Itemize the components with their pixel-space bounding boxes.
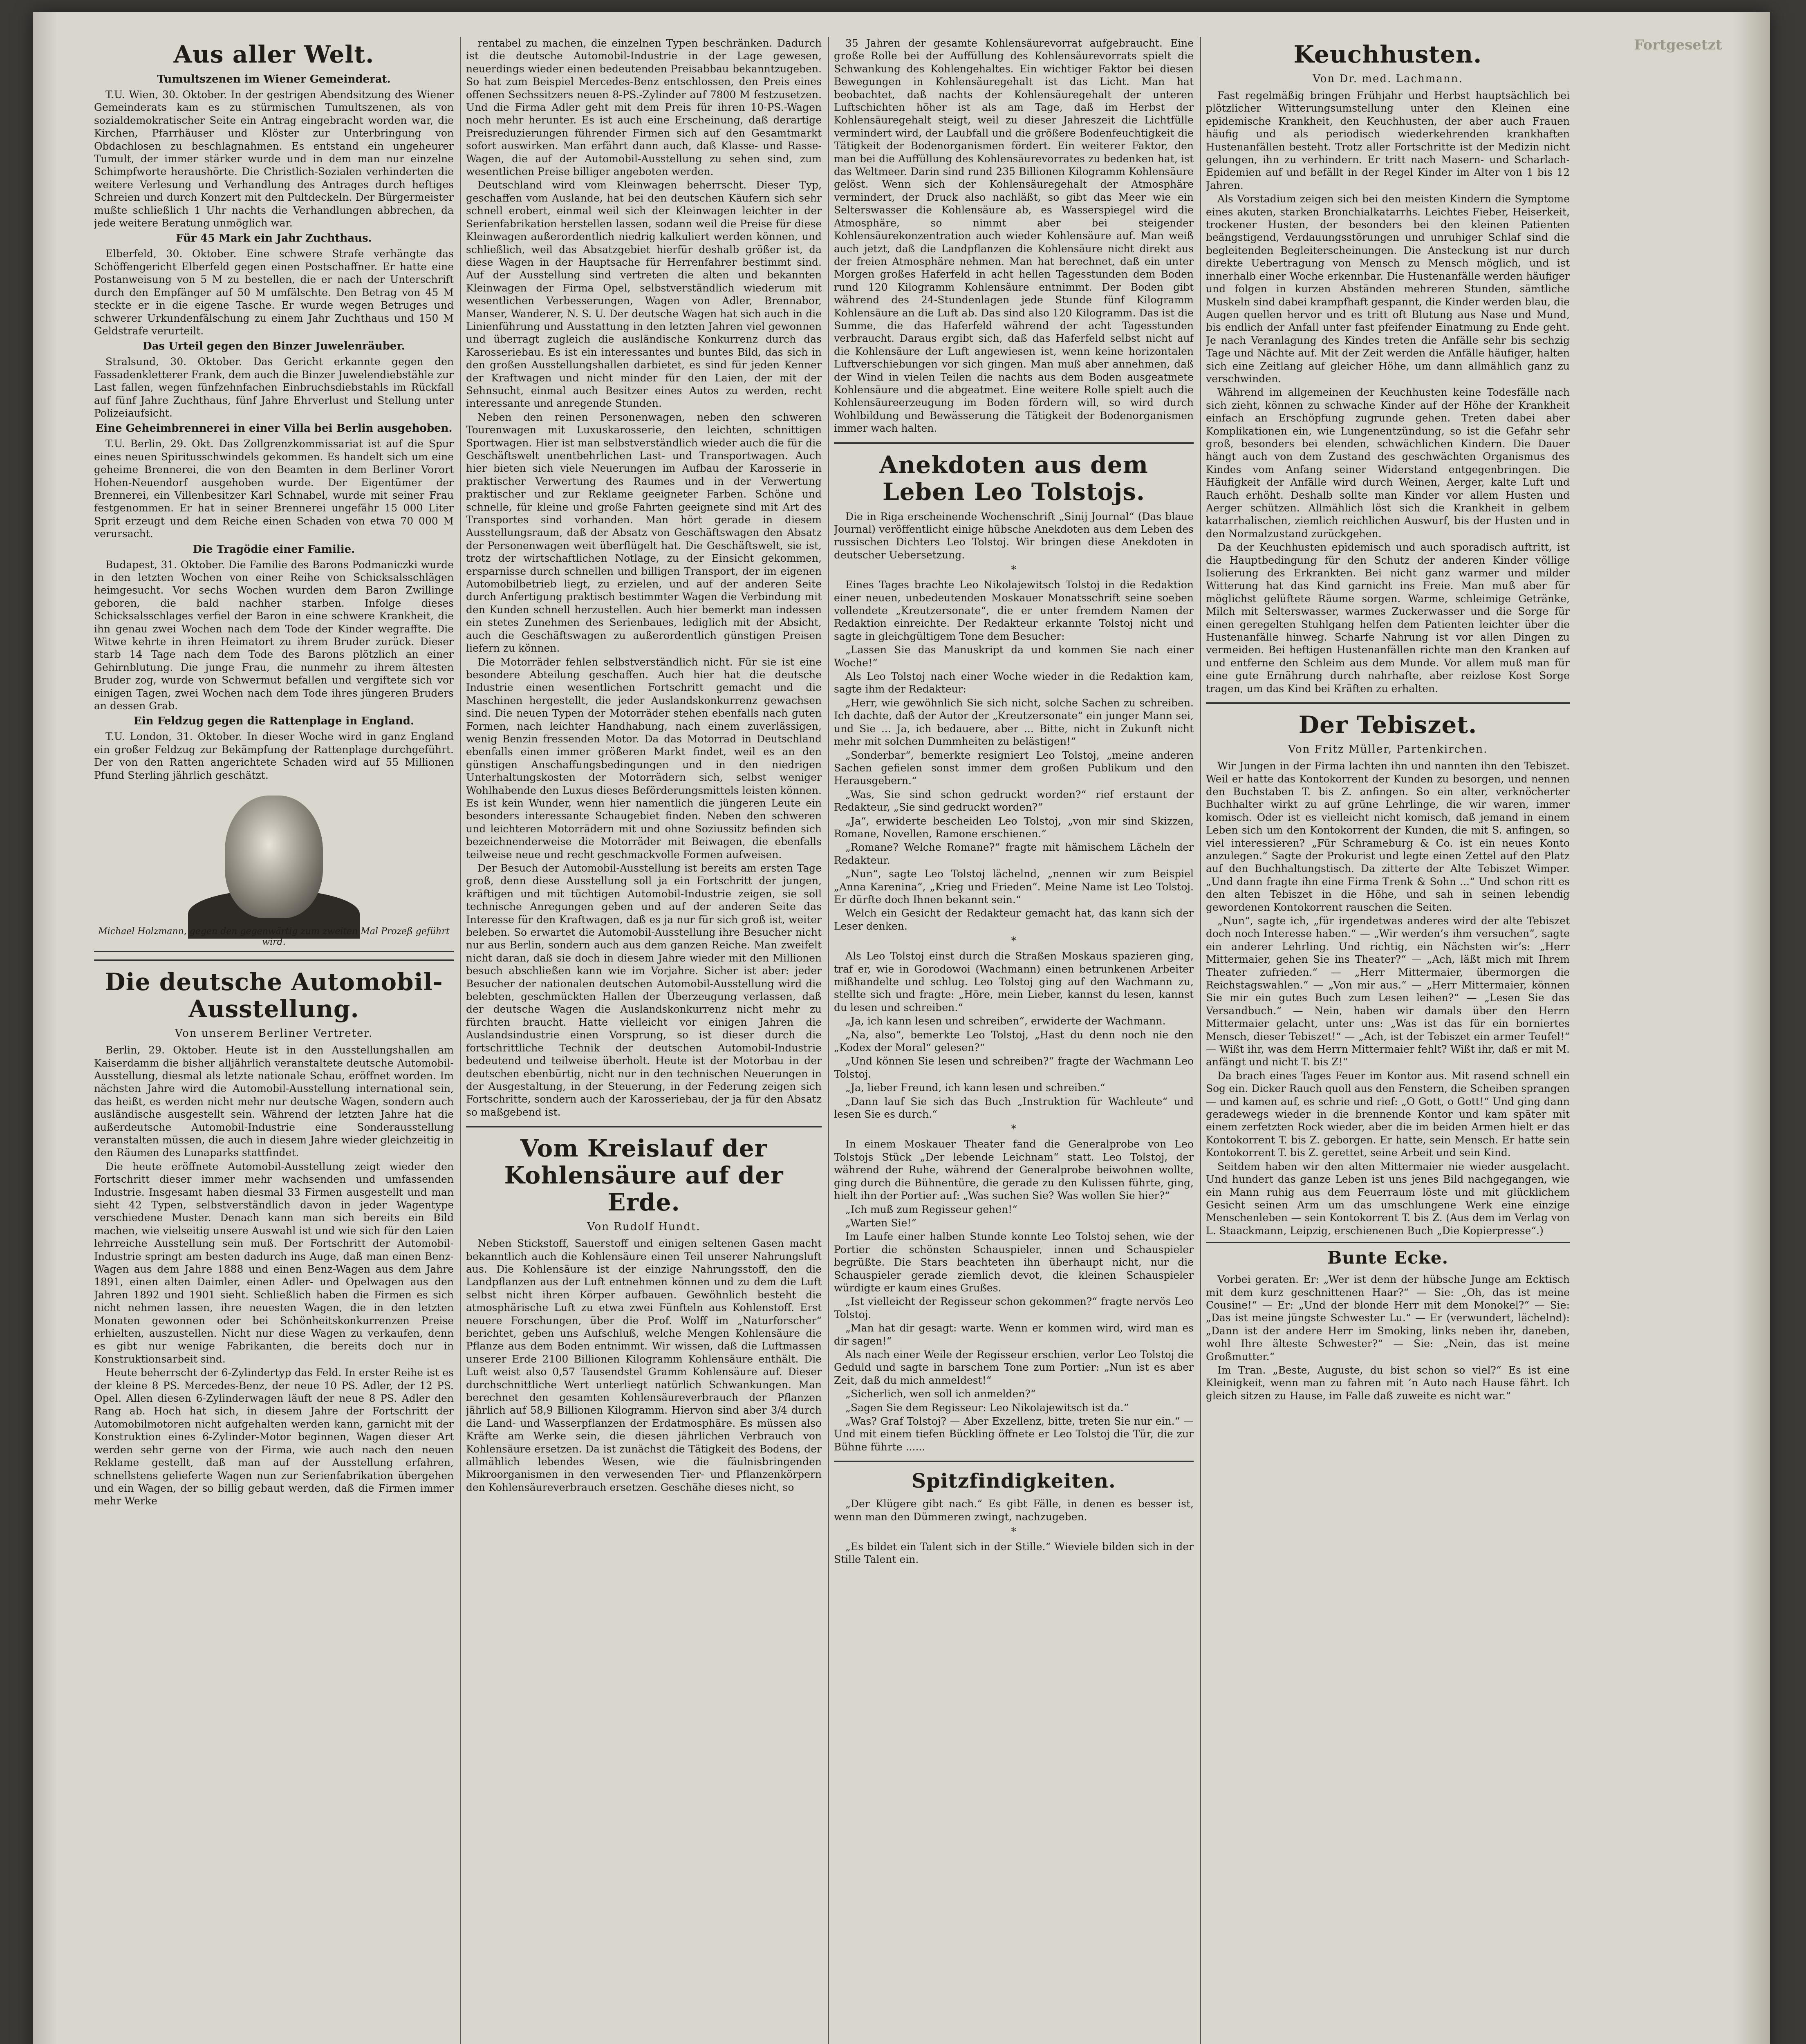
article-intro: Die in Riga erscheinende Wochenschrift „Sinij Journal“ (Das blaue Journal) veröffentlicht einige hübsche Anekdoten aus dem Leben des russischen Dichters Leo Tolstoj. Wir bringen diese Anekdoten in deutscher Uebersetzung. <box>834 510 1194 561</box>
article-text: Die heute eröffnete Automobil-Ausstellung zeigt wieder den Fortschritt dieser immer mehr wachsenden und umfassenden Industrie. Insgesamt haben diesmal 33 Firmen ausgestellt und man sieht 42 Typen, selbstverständlich davon in jeder Wagentype verschiedene Muster. Denach kann man sich bereits ein Bild machen, wie vielseitig unsere Auswahl ist und wie sich für den Laien lehrreiche Ausstellung sein muß. Der Fortschritt der Automobil-Industrie springt am besten dadurch ins Auge, daß man einen Benz-Wagen aus dem Jahre 1888 und einen Benz-Wagen aus dem Jahre 1891, einen alten Daimler, einen Adler- und Opelwagen aus den Jahren 1892 und 1901 sieht. Schließlich haben die Firmen es sich nicht nehmen lassen, ihre neuesten Wagen, die in den letzten Monaten gewonnen oder bei Schönheitskonkurrenzen Preise erhielten, auszustellen. Nicht nur diese Wagen zu verkaufen, denn es gibt nur wenige Fabrikanten, die bereits doch nur in Konstruktionsarbeit sind. <box>94 1160 454 1365</box>
article-heading-bunte-ecke: Bunte Ecke. <box>1327 1248 1449 1268</box>
article-text: Neben Stickstoff, Sauerstoff und einigen seltenen Gasen macht bekanntlich auch die Kohlensäure einen Teil unserer Nahrungsluft aus. Die Kohlensäure ist der einzige Nahrungsstoff, den die Landpflanzen aus der Luft entnehmen können und zu dem die Luft selbst nicht ihren Körper aufbauen. Gewöhnlich besteht die atmosphärische Luft zu etwa zwei Fünfteln aus Kohlenstoff. Erst neuere Forschungen, über die Prof. Wolff im „Naturforscher“ berichtet, geben uns Aufschluß, welche Mengen Kohlensäure die Pflanze aus dem Boden entnimmt. Wir wissen, daß die Luftmassen unserer Erde 2100 Billionen Kilogramm Kohlensäure enthält. Die Luft weist also 0,57 Tausendstel Gramm Kohlensäure auf. Dieser durchschnittliche Wert unterliegt natürlich Schwankungen. Man berechnet den gesamten Kohlensäureverbrauch der Pflanzen jährlich auf 58,9 Billionen Kilogramm. Hiervon sind aber 3/4 durch die Land- und Wasserpflanzen der Erdatmosphäre. Es müssen also Kräfte am Werke sein, die diesen jährlichen Verbrauch von Kohlensäure ersetzen. Da ist zunächst die Tätigkeit des Bodens, der allmählich lebendes Wesen, wie die fäulnisbringenden Mikroorganismen in den verwesenden Tier- und Pflanzenkörpern den Kohlensäureverbrauch ersetzen. Geschähe dieses nicht, so <box>466 1237 822 1493</box>
article-text: T.U. London, 31. Oktober. In dieser Woche wird in ganz England ein großer Feldzug zur Bekämpfung der Rattenplage durchgeführt. Der von den Ratten angerichtete Schaden wird auf 55 Millionen Pfund Sterling jährlich geschätzt. <box>94 731 454 781</box>
article-text: „Nun“, sagte ich, „für irgendetwas anderes wird der alte Tebiszet doch noch Interesse haben.“ — „Wir werden’s ihm versuchen“, sagte ein anderer Lehrling. Und richtig, ein Nächsten wir’s: „Herr Mittermaier, gehen Sie ins Theater?“ — „Ach, läßt mich mit Ihrem Theater zufrieden.“ — „Herr Mittermaier, übermorgen die Reichstagswahlen.“ — „Von mir aus.“ — „Herr Mittermaier, können Sie mir ein gutes Buch zum Lesen leihen?“ — „Lesen Sie das Versandbuch.“ — Nein, haben wir damals über den Herrn Mittermaier gelacht, unter uns: „Was ist das für ein borniertes Mensch, dieser Tebiszet!“ — „Ach, ist der Tebiszet ein armer Teufel!“ — Wißt ihr, was dem Herrn Mittermaier fehlt? Wißt ihr, daß er mit M. anfängt und nicht T. bis Z!“ <box>1206 914 1570 1068</box>
article-text: Da brach eines Tages Feuer im Kontor aus. Mit rasend schnell ein Sog ein. Dicker Rauch quoll aus den Fenstern, die Scheiben sprangen — und kamen auf, es schrie und rief: „O Gott, o Gott!“ Und ging dann geradewegs wieder in die brennende Kontor und kam später mit einem zerfetzten Rock wieder, aber die im beiden Armen hielt er das Kontokorrent T. bis Z. geborgen. Er hatte, sein Mensch. Er hatte sein Kontokorrent T. bis Z. gerettet, seine Arbeit und sein Kind. <box>1206 1069 1570 1159</box>
article-text: „Warten Sie!“ <box>845 1217 917 1229</box>
article-text: rentabel zu machen, die einzelnen Typen beschränken. Dadurch ist die deutsche Automobil-Industrie in der Lage gewesen, neuerdings wieder einen bedeutenden Preisabbau bekanntzugeben. So hat zum Beispiel Mercedes-Benz entschlossen, den Preis eines offenen Sechssitzers neuen 8-PS.-Zylinder auf 7800 M festzusetzen. Und die Firma Adler geht mit dem Preis für ihren 10-PS.-Wagen noch mehr herunter. Es ist auch eine Erscheinung, daß derartige Preisreduzierungen führender Firmen sich auf den Gesamtmarkt sofort auswirken. Man erfährt dann auch, daß Klasse- und Rasse-Wagen, die auf der Automobil-Ausstellung zu sehen sind, zum wesentlichen Preise billiger angeboten werden. <box>466 37 822 178</box>
separator-star: * <box>1011 935 1017 948</box>
article-text: Wir Jungen in der Firma lachten ihn und nannten ihn den Tebiszet. Weil er hatte das Kontokorrent der Kunden zu besorgen, und nennen den Buchstaben T. bis Z. anfingen. So ein alter, verknöcherter Buchhalter wirkt zu auf grüne Lehrlinge, die wir waren, immer komisch. Oder ist es vielleicht nicht komisch, daß jemand in einem Leben sich um den Kontokorrent der Kunden, die mit S. anfingen, so viel interessieren? „Für Schrameburg & Co. ist ein neues Konto anzulegen.“ Sagte der Prokurist und legte einen Zettel auf den Platz auf den Buchhaltungstisch. Da zitterte der Alte Tebiszet Wimper. „Und dann fragte ihn eine Firma Trenk & Sohn ...“ Und schon ritt es den alten Tebiszet in die Höhe, und sah in seinen lebendig gewordenen Kontokorrent rauschen die Seiten. <box>1206 760 1570 913</box>
article-text: „Na, also“, bemerkte Leo Tolstoj, „Hast du denn noch nie den „Kodex der Moral“ gelesen?“ <box>834 1029 1194 1054</box>
article-text: In einem Moskauer Theater fand die Generalprobe von Leo Tolstojs Stück „Der lebende Leichnam“ statt. Leo Tolstoj, der während der Ruhe, während der Generalprobe beiwohnen wollte, ging durch die Bühnentüre, die gerade zu den Kulissen führte, ging, hielt ihn der Portier auf: „Was suchen Sie? Was wollen Sie hier?“ <box>834 1138 1194 1202</box>
article-text: Da der Keuchhusten epidemisch und auch sporadisch auftritt, ist die Hauptbedingung für den Schutz der anderen Kinder völlige Isolierung des Erkrankten. Bei nicht ganz warmer und milder Witterung hat das Kind garnicht ins Freie. Man muß aber für möglichst gelüftete Räume sorgen. Warme, schleimige Getränke, Milch mit Selterswasser, warmes Zuckerwasser und die Sorge für einen geregelten Stuhlgang helfen dem Patienten leichter über die Hustenanfälle hinweg. Scharfe Nahrung ist vor allen Dingen zu vermeiden. Bei heftigen Hustenanfällen richte man den Kranken auf und entferne den Schleim aus dem Munde. Vor allem muß man für eine gute Ernährung durch nahrhafte, aber reizlose Kost Sorge tragen, um das Kind bei Kräften zu erhalten. <box>1206 541 1570 695</box>
article-text: „Sicherlich, wen soll ich anmelden?“ <box>845 1388 1036 1400</box>
article-title: Für 45 Mark ein Jahr Zuchthaus. <box>176 232 372 245</box>
article-title: Ein Feldzug gegen die Rattenplage in England. <box>133 715 415 728</box>
article-text: „Nun“, sagte Leo Tolstoj lächelnd, „nennen wir zum Beispiel „Anna Karenina“, „Krieg und Frieden“. Meine Name ist Leo Tolstoj. Er dürfte doch Ihnen bekannt sein.“ <box>834 868 1194 905</box>
article-text: Der Besuch der Automobil-Ausstellung ist bereits am ersten Tage groß, denn diese Ausstellung soll ja ein Fortschritt der jungen, kräftigen und mit tüchtigen Automobil-Industrie zeigen, sie soll technische Anregungen geben und auf der anderen Seite das Interesse für den Kraftwagen, daß es ja nur für sich groß ist, weiter beleben. So erwartet die Automobil-Ausstellung ihre Besucher nicht nur aus Berlin, sondern auch aus dem ganzen Reiche. Man zweifelt nicht daran, daß sie doch in diesem Jahre wieder mit den Millionen besuch abschließen kann wie im Vorjahre. Sicher ist aber: jeder Besucher der nationalen deutschen Automobil-Ausstellung wird die belebten, geschmückten Hallen der Überzeugung verlassen, daß der deutsche Wagen die Auslandskonkurrenz nicht mehr zu fürchten braucht. Hatte vielleicht vor einigen Jahren die Auslandsindustrie einen Vorsprung, so ist dieser durch die fortschrittliche Technik der deutschen Automobil-Industrie bedeutend und teilweise überholt. Heute ist der Motorbau in der deutschen ebenbürtig, nicht nur in den technischen Neuerungen in der Ausgestaltung, in der Steuerung, in der Federung zeigen sich Fortschritte, sondern auch der Karosseriebau, der ja für den Absatz so maßgebend ist. <box>466 862 822 1118</box>
divider <box>834 442 1194 444</box>
article-text: „Dann lauf Sie sich das Buch „Instruktion für Wachleute“ und lesen Sie es durch.“ <box>834 1095 1194 1121</box>
article-text: Die Motorräder fehlen selbstverständlich nicht. Für sie ist eine besondere Abteilung geschaffen. Auch hier hat die deutsche Industrie einen wesentlichen Fortschritt gemacht und die Maschinen hergestellt, die jeder Auslandskonkurrenz gewachsen sind. Die neuen Typen der Motorräder stehen ebenfalls nach guten Formen, nach leichter Handhabung, nach einem zuverlässigen, wenig Benzin fressenden Motor. Da das Motorrad in Deutschland ebenfalls einen immer größeren Markt findet, weil es an den günstigen Anschaffungsbedingungen und in den niedrigen Unterhaltungskosten der Motorrädern sich, selbst weniger Wohlhabende den Luxus dieses Beförderungsmittels leisten können. Es ist kein Wunder, wenn hier namentlich die jüngeren Leute ein besonders interessante Schaugebiet finden. Neben den schweren und leichteren Motorrädern mit und ohne Soziussitz befinden sich bezeichnenderweise die Motorräder mit Beiwagen, die ebenfalls teilweise neue und recht geschmackvolle Formen aufweisen. <box>466 656 822 861</box>
article-heading-tolstoj: Anekdoten aus dem Leben Leo Tolstojs. <box>879 450 1148 506</box>
article-text: Seitdem haben wir den alten Mittermaier nie wieder ausgelacht. Und hundert das ganze Leben ist uns jenes Bild nachgegangen, wie ein Mann ruhig aus dem Feuerraum löste und mit glücklichem Gesicht seinen Arm um das umschlungene Werk eine einzige Menschenleben — sein Kontokorrent T. bis Z. (Aus dem im Verlag von L. Staackmann, Leipzig, erschienenen Buch „Die Kopierpresse“.) <box>1206 1160 1570 1237</box>
article-text: „Ich muß zum Regisseur gehen!“ <box>845 1203 1017 1215</box>
article-text: Deutschland wird vom Kleinwagen beherrscht. Dieser Typ, geschaffen vom Auslande, hat bei den deutschen Käufern sich sehr schnell erobert, einmal weil sich der Kleinwagen leichter in der Serienfabrikation herstellen lassen, sodann weil die Preise für diese Kleinwagen außerordentlich niedrig kalkuliert werden können, und schließlich, weil das Absatzgebiet hierfür deshalb größer ist, da diese Wagen in der Hauptsache für Herrenfahrer bestimmt sind. Auf der Ausstellung sind vertreten die alten und bekannten Kleinwagen der Firma Opel, selbstverständlich wiederum mit wesentlichen Verbesserungen, Wagen von Adler, Brennabor, Manser, Wanderer, N. S. U. Der deutsche Wagen hat sich auch in die Linienführung und Ausstattung in den letzten Jahren viel gewonnen und überragt zugleich die ausländische Konkurrenz durch das Karosseriebau. Es ist ein interessantes und buntes Bild, das sich in den großen Ausstellungshallen darbietet, es sind für jeden Kenner der Kraftwagen und nicht minder für den Laien, der mit der Sehnsucht, einmal auch Besitzer eines Autos zu werden, recht interessante und anregende Stunden. <box>466 179 822 410</box>
article-text: Heute beherrscht der 6-Zylindertyp das Feld. In erster Reihe ist es der kleine 8 PS. Mercedes-Benz, der neue 10 PS. Adler, der 12 PS. Opel. Allen diesen 6-Zylinderwagen läuft der neue 8 PS. Adler den Rang ab. Hoch hat sich, in diesem Jahre der Fortschritt der Automobilmotoren nicht aufgehalten werden kann, garnicht mit der Konstruktion eines 6-Zylinder-Motor beginnen, Wagen dieser Art werden sehr gerne von der Firma, wie auch nach den neuen Reklame gestellt, daß man auf der Ausstellung erfahren, schnellstens gelieferte Wagen nun zur Serienfabrikation übergehen und ein Wagen, der so billig gebaut werden, daß die Firmen immer mehr Werke <box>94 1367 454 1507</box>
article-text: „Ja“, erwiderte bescheiden Leo Tolstoj, „von mir sind Skizzen, Romane, Novellen, Ramone erschienen.“ <box>834 815 1194 840</box>
article-text: „Ja, lieber Freund, ich kann lesen und schreiben.“ <box>845 1082 1105 1094</box>
column-1 <box>94 37 454 1508</box>
article-author: Von Dr. med. Lachmann. <box>1313 73 1463 85</box>
column-rule <box>828 37 829 2044</box>
article-text: Fast regelmäßig bringen Frühjahr und Herbst hauptsächlich bei plötzlicher Witterungsumstellung unter den Kleinen eine epidemische Krankheit, den Keuchhusten, der aber auch Frauen häufig und als periodisch wiederkehrenden krankhaften Hustenanfällen besteht. Trotz aller Fortschritte ist der Medizin nicht gelungen, ihn zu verhindern. Er tritt nach Masern- und Scharlach-Epidemien auf und befällt in der Regel Kinder im Alter von 1 bis 12 Jahren. <box>1206 90 1570 191</box>
article-text: Während im allgemeinen der Keuchhusten keine Todesfälle nach sich zieht, können zu schwache Kinder auf der Höhe der Krankheit einfach an Erschöpfung zugrunde gehen. Treten dabei aber Komplikationen ein, wie Lungenentzündung, so ist die Gefahr sehr groß, besonders bei elenden, schwächlichen Kindern. Die Dauer hängt auch von dem Zustand des geschwächten Organismus des Kindes vom Anfang seiner Widerstand entgegenbringen. Die Häufigkeit der Anfälle wird durch Weinen, Aerger, kalte Luft und Rauch erhöht. Deshalb sollte man Kinder vor allem Husten und Aerger schützen. Allmählich löst sich die Krankheit in gelbem katarrhalischen, ziemlich reichlichen Auswurf, bis der Husten und in den Normalzustand zurückgehen. <box>1206 386 1570 540</box>
article-text: „Sagen Sie dem Regisseur: Leo Nikolajewitsch ist da.“ <box>845 1401 1129 1414</box>
article-text: Berlin, 29. Oktober. Heute ist in den Ausstellungshallen am Kaiserdamm die bisher alljährlich veranstaltete deutsche Automobil-Ausstellung, diesmal als letzte nationale Schau, eröffnet worden. Im nächsten Jahre wird die Automobil-Ausstellung international sein, das heißt, es werden nicht mehr nur deutsche Wagen, sondern auch ausländische ausgestellt sein. Während der letzten Jahre hat die außerdeutsche Automobil-Industrie eine Sonderausstellung veranstalten müssen, die auch in diesem Jahre wieder gleichzeitig in den Räumen des Lunaparks stattfindet. <box>94 1044 454 1159</box>
column-2 <box>466 37 822 1495</box>
article-text: Neben den reinen Personenwagen, neben den schweren Tourenwagen mit Luxuskarosserie, den leichten, schnittigen Sportwagen. Hier ist man selbstverständlich wieder auch die für die Geschäftswelt unentbehrlichen Last- und Transportwagen. Auch hier bieten sich viele Neuerungen im Aufbau der Karosserie in praktischer Verwertung des Raumes und in der Verwertung praktischer und zur Reklame geeigneter Farben. Schöne und schnelle, für kleine und große Fahrten geeignete sind mit Art des Transportes sind vorhanden. Man hört gerade in diesem Ausstellungsraum, daß der Absatz von Geschäftswagen den Absatz der Personenwagen weit überflügelt hat. Die Geschäftswelt, sie ist, trotz der wirtschaftlichen Notlage, zu der Einsicht gekommen, ersparnisse durch schnellen und billigen Transport, der im eigenen Automobilbetrieb liegt, zu erzielen, und auf der anderen Seite durch Anfertigung praktisch bestimmter Wagen die Verbindung mit den Kunden schnell herzustellen. Auch hier bemerkt man indessen ein stetes Zunehmen des Serienbaues, lediglich mit der Absicht, auch die Geschäftswagen zu außerordentlich günstigen Preisen liefern zu können. <box>466 411 822 654</box>
article-text: Als Leo Tolstoj einst durch die Straßen Moskaus spazieren ging, traf er, wie in Gorodowoi (Wachmann) einen betrunkenen Arbeiter mißhandelte und schlug. Leo Tolstoj ging auf den Wachmann zu, stellte sich und fragte: „Höre, mein Lieber, kannst du lesen, kannst du lesen und schreiben.“ <box>834 950 1194 1013</box>
article-text: Budapest, 31. Oktober. Die Familie des Barons Podmaniczki wurde in den letzten Wochen von einer Reihe von Schicksalsschlägen heimgesucht. Vor sechs Wochen wurden dem Baron Zwillinge geboren, die bald nachher starben. Infolge dieses Schicksalsschlages verfiel der Baron in eine schwere Krankheit, die ihn genau zwei Wochen nach dem Tode der Kinder wegraffte. Die Witwe kehrte in ihren Heimatort zu ihrem Bruder zurück. Dieser starb 14 Tage nach dem Tode des Barons plötzlich an einer Gehirnblutung. Die junge Frau, die nunmehr zu ihrem ältesten Bruder zog, wurde von Schwermut befallen und vergiftete sich vor einigen Tagen, zwei Wochen nach dem Tode ihres jüngeren Bruders an dessen Grab. <box>94 558 454 712</box>
portrait-face <box>225 796 323 918</box>
article-text: Im Tran. „Beste, Auguste, du bist schon so viel?“ Es ist eine Kleinigkeit, wenn man zu fahren mit ’n Auto nach Hause fährt. Ich gleich sitzen zu Hause, im Falle daß zuweite es nicht war.“ <box>1206 1364 1570 1402</box>
article-text: T.U. Berlin, 29. Okt. Das Zollgrenzkommissariat ist auf die Spur eines neuen Spiritusschwindels gekommen. Es handelt sich um eine geheime Brennerei, die von den Beamten in dem Berliner Vorort Hohen-Neuendorf ausgehoben wurde. Der Eigentümer der Brennerei, ein Villenbesitzer Karl Schnabel, wurde mit seiner Frau festgenommen. Er hat in seiner Brennerei ungefähr 15 000 Liter Sprit erzeugt und dem Reiche einen Schaden von etwa 70 000 M verursacht. <box>94 438 454 540</box>
article-text: „Was, Sie sind schon gedruckt worden?“ rief erstaunt der Redakteur, „Sie sind gedruckt worden?“ <box>834 788 1194 814</box>
article-title: Tumultszenen im Wiener Gemeinderat. <box>157 73 391 85</box>
article-text: Elberfeld, 30. Oktober. Eine schwere Strafe verhängte das Schöffengericht Elberfeld gegen einen Postschaffner. Er hatte eine Postanweisung von 5 M zu bestellen, die er nach der Unterschrift durch den Empfänger auf 50 M umfälschte. Den Betrag von 45 M steckte er in die eigene Tasche. Er wurde wegen Betruges und schwerer Urkundenfälschung zu einem Jahr Zuchthaus und 150 M Geldstrafe verurteilt. <box>94 248 454 337</box>
divider <box>1206 702 1570 704</box>
portrait-caption: Michael Holzmann, gegen den gegenwärtig zum zweiten Mal Prozeß geführt wird. <box>98 926 450 948</box>
article-text: Stralsund, 30. Oktober. Das Gericht erkannte gegen den Fassadenkletterer Frank, dem auch die Binzer Juwelendiebstähle zur Last fallen, wegen fünfzehnfachen Einbruchsdiebstahls im Rückfall auf fünf Jahre Zuchthaus, fünf Jahre Ehrverlust und Stellung unter Polizeiaufsicht. <box>94 356 454 419</box>
article-text: „Man hat dir gesagt: warte. Wenn er kommen wird, wird man es dir sagen!“ <box>834 1322 1194 1347</box>
article-title: Das Urteil gegen den Binzer Juwelenräuber. <box>143 340 405 353</box>
article-text: Als nach einer Weile der Regisseur erschien, verlor Leo Tolstoj die Geduld und sagte in barschem Tone zum Portier: „Nun ist es aber Zeit, daß du mich anmeldest!“ <box>834 1348 1194 1386</box>
article-text: Welch ein Gesicht der Redakteur gemacht hat, das kann sich der Leser denken. <box>834 907 1194 932</box>
article-text: „Ja, ich kann lesen und schreiben“, erwiderte der Wachmann. <box>845 1015 1166 1027</box>
article-text: „Ist vielleicht der Regisseur schon gekommen?“ fragte nervös Leo Tolstoj. <box>834 1295 1194 1320</box>
article-text: „Was? Graf Tolstoj? — Aber Exzellenz, bitte, treten Sie nur ein.“ — Und mit einem tiefen Bückling öffnete er Leo Tolstoj die Tür, die zur Bühne führte ...... <box>834 1415 1194 1453</box>
article-text: 35 Jahren der gesamte Kohlensäurevorrat aufgebraucht. Eine große Rolle bei der Auffüllung des Kohlensäurevorrats spielt die Schwankung des Kohlengehaltes. Ein wichtiger Faktor bei diesen Bewegungen in Kohlensäuregehalt ist das Licht. Man hat beobachtet, daß nachts der Kohlensäuregehalt der unteren Luftschichten höher ist als am Tage, daß im Herbst der Kohlensäuregehalt steigt, weil zu dieser Jahreszeit die Lichtfülle vermindert wird, der Laubfall und die größere Bodenfeuchtigkeit die Tätigkeit der Bodenorganismen fördert. Ein weiterer Faktor, den man bei die Auffüllung des Kohlensäurevorrates zu bedenken hat, ist das Weltmeer. Darin sind rund 235 Billionen Kilogramm Kohlensäure gelöst. Wenn sich der Kohlensäuregehalt der Atmosphäre vermindert, der Druck also nachläßt, so gibt das Meer wie ein Selterswasser die Kohlensäure ab, es Wasserspiegel wird die Atmosphäre, so nimmt aber bei steigender Kohlensäurekonzentration auch wieder Kohlensäure auf. Man weiß auch jetzt, daß die Landpflanzen die Kohlensäure nicht direkt aus der freien Atmosphäre nehmen. Man hat berechnet, daß ein unter Morgen großes Haferfeld in acht hellen Tagesstunden dem Boden rund 120 Kilogramm Kohlensäure entnimmt. Der Boden gibt während des 24-Stundenlagen jede Stunde fünf Kilogramm Kohlensäure an die Luft ab. Das sind also 120 Kilogramm. Das ist die Summe, die das Haferfeld während der acht Tagesstunden verbraucht. Daraus ergibt sich, daß das Haferfeld selbst nicht auf die Kohlensäure der Luft angewiesen ist, wenn keine horizontalen Luftverschiebungen vor sich gingen. Man muß aber annehmen, daß der Wind in vielen Teilen die nachts aus dem Boden ausgeatmete Kohlensäure und die abgeatmet. Eine weitere Rolle spielt auch die Kohlensäureerzeugung im Boden fördern will, so wird durch Wohlbildung und Bewässerung die Tätigkeit der Bodenorganismen immer wach halten. <box>834 37 1194 435</box>
newspaper-page <box>33 12 1770 2044</box>
article-text: T.U. Wien, 30. Oktober. In der gestrigen Abendsitzung des Wiener Gemeinderats kam es zu stürmischen Tumultszenen, als von sozialdemokratischer Seite ein Antrag eingebracht worden war, die Kirchen, Pfarrhäuser und Klöster zur Unterbringung von Obdachlosen zu beschlagnahmen. Es entstand ein ungeheurer Tumult, der immer stärker wurde und in dem man nur einzelne Schimpfworte heraushörte. Die Christlich-Sozialen verhinderten die weitere Verlesung und Verhandlung des Antrages durch heftiges Schreien und durch Konzert mit den Pultdeckeln. Der Bürgermeister mußte schließlich 1 Uhr nachts die Verhandlungen abbrechen, da jede weitere Beratung unmöglich war. <box>94 89 454 229</box>
bleed-through-text: Fortgesetzt <box>1634 37 1722 53</box>
article-text: „Es bildet ein Talent sich in der Stille.“ Wieviele bilden sich in der Stille Talent ein. <box>834 1541 1194 1566</box>
article-author: Von unserem Berliner Vertreter. <box>175 1027 373 1040</box>
article-author: Von Rudolf Hundt. <box>587 1221 701 1233</box>
page-edge-right <box>1733 12 1770 2044</box>
article-text: „Der Klügere gibt nach.“ Es gibt Fälle, in denen es besser ist, wenn man den Dümmeren zwingt, nachzugeben. <box>834 1498 1194 1523</box>
article-heading-keuchhusten: Keuchhusten. <box>1293 40 1482 68</box>
article-heading-tebiszet: Der Tebiszet. <box>1298 711 1477 739</box>
section-heading-aus-aller-welt: Aus aller Welt. <box>173 40 374 68</box>
separator-star: * <box>1011 1123 1017 1136</box>
page-edge-left <box>33 12 57 2044</box>
article-text: „Und können Sie lesen und schreiben?“ fragte der Wachmann Leo Tolstoj. <box>834 1055 1194 1080</box>
column-rule <box>1200 37 1201 2044</box>
column-rule <box>460 37 461 2044</box>
divider <box>834 1461 1194 1462</box>
column-3 <box>834 37 1194 1567</box>
divider <box>1206 1242 1570 1243</box>
article-text: „Sonderbar“, bemerkte resigniert Leo Tolstoj, „meine anderen Sachen gefielen sonst immer dem großen Publikum und den Herausgebern.“ <box>834 749 1194 787</box>
article-text: Im Laufe einer halben Stunde konnte Leo Tolstoj sehen, wie der Portier die schönsten Schauspieler, innen und Schauspieler begrüßte. Die Stars beachteten ihn überhaupt nicht, nur die Schauspieler gerade ziemlich devot, die kleinen Schauspieler würdigte er kaum eines Grußes. <box>834 1230 1194 1294</box>
article-text: Als Leo Tolstoj nach einer Woche wieder in die Redaktion kam, sagte ihm der Redakteur: <box>834 670 1194 695</box>
article-text: Eines Tages brachte Leo Nikolajewitsch Tolstoj in die Redaktion einer neuen, unbedeutenden Moskauer Monatsschrift seine soeben vollendete „Kreutzersonate“, die er unter fremdem Namen der Redaktion einreichte. Der Redakteur erkannte Tolstoj nicht und sagte in gleichgültigem Tone dem Besucher: <box>834 579 1194 642</box>
article-title: Eine Geheimbrennerei in einer Villa bei Berlin ausgehoben. <box>95 422 453 435</box>
column-4 <box>1206 37 1570 1403</box>
portrait-illustration <box>94 787 454 952</box>
article-heading-kohlensaeure: Vom Kreislauf der Kohlensäure auf der Erde. <box>504 1134 784 1217</box>
article-text: Vorbei geraten. Er: „Wer ist denn der hübsche Junge am Ecktisch mit dem kurz geschnittenen Haar?“ — Sie: „Oh, das ist meine Cousine!“ — Er: „Und der blonde Herr mit dem Monokel?“ — Sie: „Das ist meine jüngste Schwester Lu.“ — Er (verwundert, lächelnd): „Dann ist der andere Herr im Smoking, links neben ihr, daneben, wohl Ihre älteste Schwester?“ — Sie: „Nein, das ist meine Großmutter.“ <box>1206 1273 1570 1363</box>
article-heading-automobil: Die deutsche Automobil-Ausstellung. <box>105 968 443 1023</box>
article-text: „Romane? Welche Romane?“ fragte mit hämischem Lächeln der Redakteur. <box>834 841 1194 866</box>
article-title: Die Tragödie einer Familie. <box>193 543 355 556</box>
article-text: „Lassen Sie das Manuskript da und kommen Sie nach einer Woche!“ <box>834 644 1194 669</box>
article-text: Als Vorstadium zeigen sich bei den meisten Kindern die Symptome eines akuten, starken Bronchialkatarrhs. Leichtes Fieber, Heiserkeit, trockener Husten, der besonders bei den kleinen Patienten beängstigend, Verdauungsstörungen und unruhiger Schlaf sind die begleitenden Begleiterscheinungen. Die Ansteckung ist nur durch direkte Uebertragung von Mensch zu Mensch möglich, und ist innerhalb einer Woche erkennbar. Die Hustenanfälle werden häufiger und folgen in kurzen Abständen mehreren Stunden, sämtliche Muskeln sind dabei krampfhaft gespannt, die Kinder werden blau, die Augen quellen hervor und es tritt oft Blutung aus Nase und Mund, bis endlich der Anfall unter fast pfeifender Einatmung zu Ende geht. Je nach Veranlagung des Kindes treten die Anfälle sehr bis sechzig Tage und Nächte auf. Mit der Zeit werden die Anfälle häufiger, halten sich eine Zeitlang auf gleicher Höhe, um dann allmählich ganz zu verschwinden. <box>1206 193 1570 385</box>
separator-star: * <box>1011 564 1017 576</box>
article-heading-spitzfindigkeiten: Spitzfindigkeiten. <box>912 1470 1116 1493</box>
divider <box>466 1126 822 1127</box>
article-author: Von Fritz Müller, Partenkirchen. <box>1288 743 1488 756</box>
separator-star: * <box>1011 1526 1017 1538</box>
article-text: „Herr, wie gewöhnlich Sie sich nicht, solche Sachen zu schreiben. Ich dachte, daß der Autor der „Kreutzersonate“ ein junger Mann sei, und Sie ... Ja, ich bedauere, aber ... Bitte, nicht in Zukunft nicht mehr mit solchen Dummheiten zu belästigen!“ <box>834 697 1194 748</box>
divider <box>94 959 454 961</box>
